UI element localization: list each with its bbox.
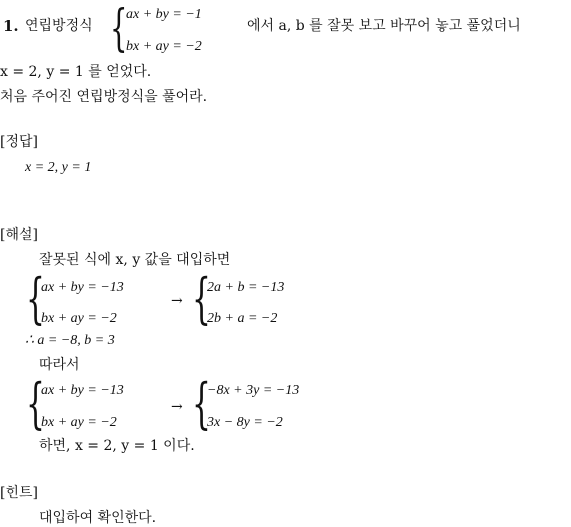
so-label: 따라서 (39, 357, 80, 373)
original-system-equation-2: bx + ay = −2 (41, 415, 117, 430)
problem-given-values: x = 2, y = 1 를 얻었다. (0, 64, 152, 80)
system-equation-1: ax + by = −1 (126, 7, 202, 22)
hint-label: [힌트] (0, 485, 38, 501)
system-brace: { (192, 267, 211, 330)
system-equation-2: bx + ay = −2 (126, 39, 202, 54)
explanation-intro: 잘못된 식에 x, y 값을 대입하면 (39, 252, 231, 268)
problem-instruction: 처음 주어진 연립방정식을 풀어라. (0, 89, 208, 105)
final-system-equation-1: −8x + 3y = −13 (207, 383, 300, 398)
arrow-icon: → (171, 293, 183, 309)
answer-text: x = 2, y = 1 (25, 160, 92, 175)
original-system-equation-1: ax + by = −13 (41, 383, 124, 398)
hint-text: 대입하여 확인한다. (39, 510, 157, 526)
final-system-equation-2: 3x − 8y = −2 (207, 415, 283, 430)
wrong-system-equation-1: ax + by = −13 (41, 280, 124, 295)
explanation-result: 하면, x = 2, y = 1 이다. (39, 438, 195, 454)
system-brace: { (26, 372, 45, 435)
problem-tail-text: 에서 a, b 를 잘못 보고 바꾸어 놓고 풀었더니 (247, 18, 521, 34)
therefore-line: ∴ a = −8, b = 3 (25, 333, 115, 348)
wrong-system-equation-2: bx + ay = −2 (41, 311, 117, 326)
system-brace: { (192, 372, 211, 435)
explanation-label: [해설] (0, 227, 38, 243)
answer-label: [정답] (0, 134, 38, 150)
problem-number: 1. (3, 17, 19, 35)
problem-lead-text: 연립방정식 (25, 18, 93, 34)
system-brace: { (110, 0, 128, 57)
arrow-icon: → (171, 399, 183, 415)
substituted-equation-1: 2a + b = −13 (207, 280, 285, 295)
substituted-equation-2: 2b + a = −2 (207, 311, 278, 326)
system-brace: { (26, 267, 45, 330)
